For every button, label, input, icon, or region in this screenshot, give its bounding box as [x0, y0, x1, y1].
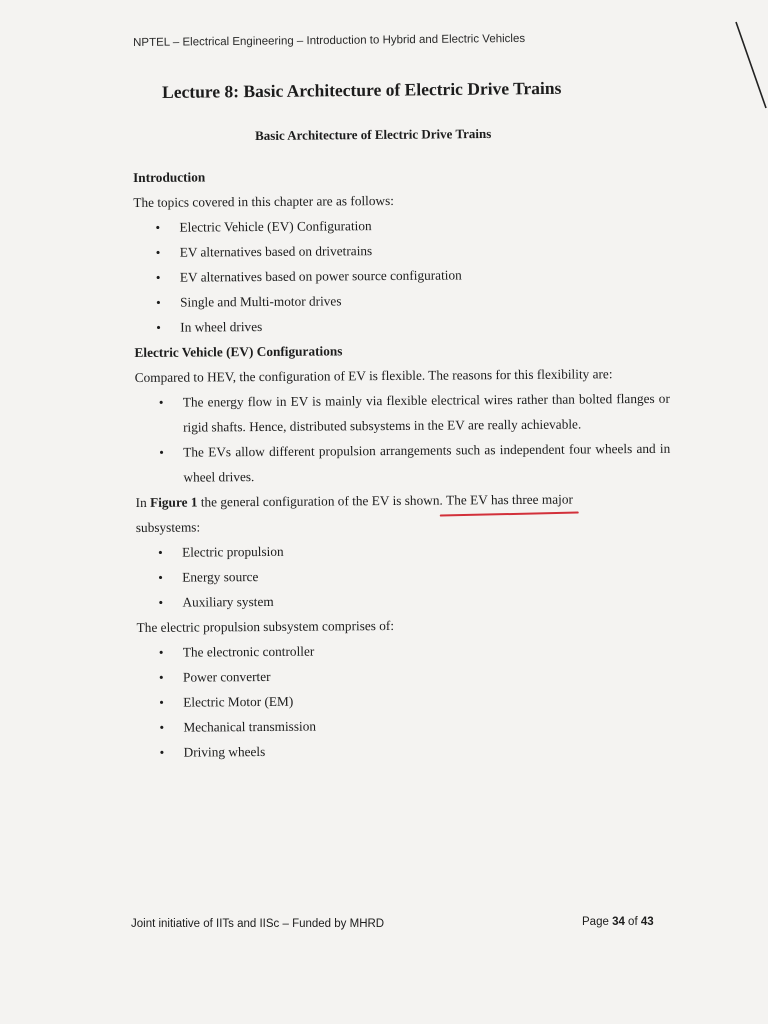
flexibility-paragraph: Compared to HEV, the configuration of EV is flexible. The reasons for this flexibility are:: [134, 366, 613, 385]
list-item: • Single and Multi-motor drives: [134, 286, 669, 315]
section-subtitle: Basic Architecture of Electric Drive Trains: [255, 125, 492, 143]
figure-text-after: subsystems:: [135, 519, 201, 535]
introduction-lead: The topics covered in this chapter are as follows:: [133, 192, 395, 210]
list-item: • EV alternatives based on drivetrains: [134, 236, 669, 265]
list-item: • The energy flow in EV is mainly via flexible electrical wires rather than bolted flanges or rigid shafts. Hence, distributed subsystems in the EV are really achievable.: [135, 386, 670, 440]
subsystems-list: [136, 536, 672, 615]
list-item: • The electronic controller: [137, 636, 672, 665]
list-item: • Auxiliary system: [136, 586, 671, 615]
topics-list: [133, 211, 669, 340]
list-item: • The EVs allow different propulsion arrangements such as independent four wheels and in wheel drives.: [135, 436, 670, 490]
list-item: • Energy source: [136, 561, 671, 590]
figure-reference-paragraph: [136, 486, 671, 540]
handwritten-underline: The EV has three major: [446, 487, 573, 513]
reasons-list: [135, 386, 671, 490]
page-of: of: [624, 916, 641, 928]
footer-credit: Joint initiative of IITs and IISc – Funded by MHRD: [131, 918, 385, 930]
page-number: [582, 916, 654, 928]
figure-text-before: In: [135, 494, 151, 510]
list-item: • Electric propulsion: [136, 536, 671, 565]
page-current: 34: [612, 916, 625, 928]
running-header: NPTEL – Electrical Engineering – Introduction to Hybrid and Electric Vehicles: [133, 32, 526, 49]
propulsion-lead: The electric propulsion subsystem comprises of:: [136, 617, 395, 635]
list-item: • Electric Vehicle (EV) Configuration: [133, 211, 668, 240]
page-edge-line: [718, 20, 768, 110]
list-item: • In wheel drives: [134, 311, 669, 340]
figure-text-mid: the general configuration of the EV is shown.: [197, 492, 443, 510]
lecture-title: Lecture 8: Basic Architecture of Electric Drive Trains: [162, 77, 562, 102]
ev-configurations-heading: Electric Vehicle (EV) Configurations: [134, 343, 343, 360]
document-body: [133, 161, 673, 765]
list-item: • EV alternatives based on power source configuration: [134, 261, 669, 290]
propulsion-list: [137, 636, 673, 765]
list-item: • Power converter: [137, 661, 672, 690]
list-item: • Electric Motor (EM): [137, 686, 672, 715]
list-item: • Driving wheels: [138, 736, 673, 765]
page-label: Page: [582, 916, 613, 928]
page-total: 43: [640, 916, 654, 928]
figure-reference: Figure 1: [149, 494, 198, 510]
list-item: • Mechanical transmission: [137, 711, 672, 740]
introduction-heading: Introduction: [133, 169, 206, 185]
